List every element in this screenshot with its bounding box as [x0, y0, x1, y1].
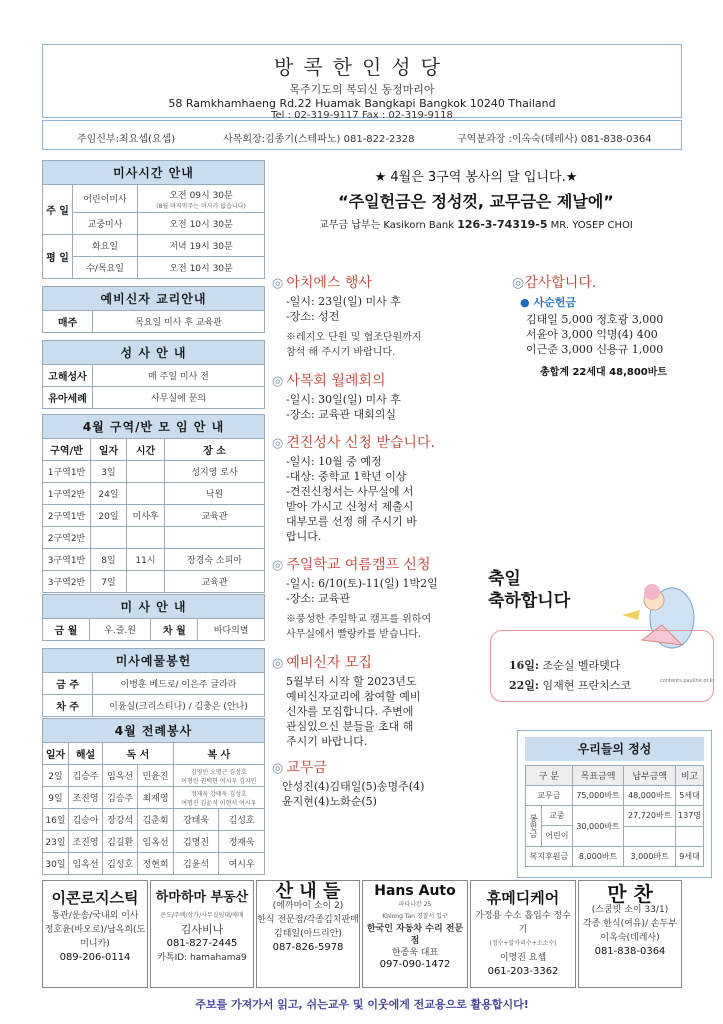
circle-icon: ◎ — [272, 656, 284, 671]
notice-banner — [270, 162, 682, 242]
banner-line-3: 교무금 납부는 Kasikorn Bank 126-3-74319-5 MR. YOSEP CHOI — [319, 218, 633, 231]
circle-icon: ◎ — [272, 374, 284, 389]
notice-list: ◎ 아치에스 행사 -일시: 23일(일) 미사 후 -장소: 성전 ※레지오 단원 및 협조단원까지 참석 해 주시기 바랍니다. ◎ 사목회 월례회의 -일시: 30일(일) 미사 후 -장소: 교육관 대회의실 ◎ 견진성사 신청 받습니다. -일시: 10월 중 예정 -대상: 중학교 1학년 이상 -견진신청서는 사무실에 서 받아 가시고 신청서 제출시 대부모를 선정 해 주시기 바 랍니다. ◎ 주일학교 여름캠프 신청 -일시: 6/10(토)-11(일) 1박2일 -장소: 교육관 ※풍성한 주일학교 캠프를 위하여 사무실에서 빨랑카를 받습니다. ◎ 예비신자 모집 5월부터 시작 할 2023년도 예비신자교리에 참여할 예비 신자를 모집합니다. 주변에 관심있으신 분들을 초대 해 주시기 바랍니다. ◎ 교무금 안성진(4)김태일(5)송명주(4) 윤지현(4)노화순(5) — [272, 272, 508, 809]
staff-bar — [42, 120, 682, 150]
mass-guide-cell: 우.즐.원 — [89, 619, 151, 641]
feast-box: 16일: 조순실 벨라뎃다 22일: 임재현 프란치스코 — [490, 630, 714, 702]
weekday-label: 평 일 — [43, 235, 73, 279]
church-address: 58 Ramkhamhaeng Rd.22 Huamak Bangkapi Bangkok 10240 Thailand — [168, 97, 556, 110]
mass-guide-cell: 차 월 — [151, 619, 198, 641]
table-row: 2구역2반 — [43, 527, 265, 549]
bullet-icon: ● — [520, 296, 530, 309]
col-header: 시간 — [127, 439, 165, 461]
sacrament-value: 매 주일 미사 전 — [93, 365, 265, 387]
table-row: 1구역1반 3일 성지영 로사 — [43, 461, 265, 483]
circle-icon: ◎ — [272, 558, 284, 573]
ad-hama: 하마하마 부동산 콘도/주택/상가/사무실임대/매매 김사비나 081-827-2445 카톡ID: hamahama9 — [150, 880, 254, 988]
col-header: 일자 — [91, 439, 127, 461]
image-credit: contents.pauline.or.kr — [660, 678, 715, 684]
mass-note: (8월 마지막주는 미사가 없습니다) — [156, 202, 246, 210]
col-header: 장 소 — [165, 439, 265, 461]
offering-title: 미사예물봉헌 — [43, 649, 265, 673]
contribution-title: 우리들의 정성 — [525, 737, 704, 761]
offering-value: 이윤실(크리스티나) / 김충은 (안나) — [93, 695, 265, 717]
offering-label: 차 주 — [43, 695, 93, 717]
table-row: 3구역2반 7일 교육관 — [43, 571, 265, 593]
district-head-info: 구역분과장 :이옥숙(데레사) 081-838-0364 — [457, 134, 652, 145]
notice-title: ◎ 주일학교 여름캠프 신청 — [272, 557, 431, 573]
mass-guide-cell: 바다의별 — [198, 619, 265, 641]
table-row: 23일 조진영 김길환 임옥선 김명진 정재욱 — [43, 831, 265, 853]
banner-line-1: ★ 4월은 3구역 봉사의 달 입니다.★ — [374, 170, 578, 185]
mass-guide-title: 미 사 안 내 — [43, 595, 265, 619]
thanks-sub: 사순헌금 — [533, 296, 576, 309]
mass-time: 오전 09시 30분 — [169, 190, 233, 201]
thanks-total: 총합계 22세대 48,800바트 — [540, 367, 668, 378]
table-row: 16일 김승아 장강석 김춘회 강태욱 김성호 — [43, 809, 265, 831]
table-row: 2일 김승주 임옥선 민윤진 김영민 오명근 김성호 이형린 권택현 여시우 김지민 — [43, 765, 265, 787]
offering-table — [42, 648, 265, 717]
ad-strip — [42, 880, 682, 990]
district-meeting-table — [42, 414, 265, 593]
banner-line-2: “주일헌금은 정성껏, 교무금은 제날에” — [338, 192, 614, 211]
church-tel: Tel : 02-319-9117 Fax : 02-319-9118 — [271, 110, 453, 121]
table-row: 30일 임옥선 김성호 정현희 김윤석 여시우 — [43, 853, 265, 875]
liturgy-table — [42, 718, 265, 875]
church-title: 방콕한인성당 — [274, 55, 450, 79]
table-row: 교무금 75,000바트 48,000바트 5세대 — [526, 786, 704, 806]
contribution-box — [517, 730, 712, 878]
col-header: 구역/반 — [43, 439, 91, 461]
col-header: 독 서 — [103, 743, 174, 765]
footer-message: 주보를 가져가서 읽고, 쉬는교우 및 이웃에게 전교용으로 활용합시다! — [195, 998, 529, 1011]
notice-title: ◎ 아치에스 행사 — [272, 275, 372, 291]
sacrament-value: 사무실에 문의 — [93, 387, 265, 409]
mass-name: 어린이미사 — [73, 185, 138, 213]
circle-icon: ◎ — [272, 276, 284, 291]
col-header: 일자 — [43, 743, 69, 765]
mass-schedule-table — [42, 160, 265, 279]
contribution-table: 구 분 목표금액 납부금액 비고 교무금 75,000바트 48,000바트 5세대 봉헌금 교중 어린이 30,000바트 27,720바트 137명 복지후원금 8,000바트 3,000바트 9세대 — [525, 765, 704, 867]
table-row: 2구역1반 20일 미사후 교육관 — [43, 505, 265, 527]
ad-hans-auto: Hans Auto 파타나칸 25 Khlong Tan 경찰서 입구 한국인 자동차 수리 전문점 한종욱 대표 097-090-1472 — [362, 880, 468, 988]
notice-title: ◎ 교무금 — [272, 760, 327, 776]
notice-title: ◎ 견진성사 신청 받습니다. — [272, 435, 435, 451]
circle-icon: ◎ — [272, 761, 284, 776]
col-header: 복 사 — [173, 743, 264, 765]
catechism-title: 예비신자 교리안내 — [43, 287, 265, 311]
thanks-section: ◎감사합니다. ● 사순헌금 김태일 5,000 정호광 3,000 서윤아 3,000 익명(4) 400 이근준 3,000 신용규 1,000 총합계 22세대 48,800바트 — [512, 272, 682, 378]
catechism-label: 매주 — [43, 311, 93, 333]
sacrament-label: 유아세례 — [43, 387, 93, 409]
circle-icon: ◎ — [512, 275, 525, 291]
notice-title: ◎ 예비신자 모집 — [272, 655, 372, 671]
sacrament-title: 성 사 안 내 — [43, 341, 265, 365]
district-title: 4월 구역/반 모 임 안 내 — [43, 415, 265, 439]
circle-icon: ◎ — [272, 436, 284, 451]
table-row: 3구역1반 8일 11시 장경숙 소피아 — [43, 549, 265, 571]
mass-name: 교중미사 — [73, 213, 138, 235]
mass-name: 수/목요일 — [73, 257, 138, 279]
ad-humedicare: 휴메디케어 가정용 수소 흡입수 정수기 (정수+알카리수+소소수) 이명진 요셉 061-203-3362 — [470, 880, 576, 988]
feast-title: 축일 축하합니다 — [488, 569, 571, 611]
mass-name: 화요일 — [73, 235, 138, 257]
mass-guide-cell: 금 월 — [43, 619, 90, 641]
catechism-value: 목요일 미사 후 교육관 — [93, 311, 265, 333]
ad-manchan: 만 찬 (스쿰빗 소이 33/1) 각종 한식(여유)/ 손두부 이옥숙(데레사) 081-838-0364 — [578, 880, 682, 988]
table-row: 봉헌금 교중 어린이 30,000바트 27,720바트 137명 — [526, 806, 704, 827]
table-row: 9일 조진영 김승주 최재영 정재욱 강태욱 김성호 여명진 김윤석 이현서 여시우 — [43, 787, 265, 809]
mass-guide-table — [42, 594, 265, 641]
bulletin-header — [42, 44, 682, 121]
thanks-title: 감사합니다. — [524, 275, 597, 291]
ad-econ: 이콘로지스틱 통관/운송/국내외 이사 정호윤(바오로)/남옥희(도미니카) 089-206-0114 — [42, 880, 148, 988]
ad-sannaedeul: 산 내 들 (에까마이 소이 2) 한식 전문점/각종김치판매 김태일(아드리안) 087-826-5978 — [256, 880, 360, 988]
church-subtitle: 목주기도의 복되신 동정마리아 — [289, 83, 435, 96]
catechism-table — [42, 286, 265, 333]
offering-value: 이병훈 베드로/ 이은주 글라라 — [93, 673, 265, 695]
table-row: 복지후원금 8,000바트 3,000바트 9세대 — [526, 847, 704, 867]
mass-time: 오전 10시 30분 — [138, 257, 265, 279]
col-header: 해설 — [69, 743, 103, 765]
table-row: 1구역2반 24일 낙원 — [43, 483, 265, 505]
liturgy-title: 4월 전례봉사 — [43, 719, 265, 743]
mass-schedule-title: 미사시간 안내 — [43, 161, 265, 185]
offering-label: 금 주 — [43, 673, 93, 695]
sacrament-table — [42, 340, 265, 409]
notice-title: ◎ 사목회 월례회의 — [272, 373, 386, 389]
sacrament-label: 고해성사 — [43, 365, 93, 387]
priest-info: 주임신부:최요셉(요셉) — [77, 134, 176, 145]
sunday-label: 주 일 — [43, 185, 73, 235]
mass-time: 저녁 19시 30분 — [138, 235, 265, 257]
council-info: 사목회장:김종기(스테파노) 081-822-2328 — [223, 134, 415, 145]
mass-time: 오전 10시 30분 — [138, 213, 265, 235]
